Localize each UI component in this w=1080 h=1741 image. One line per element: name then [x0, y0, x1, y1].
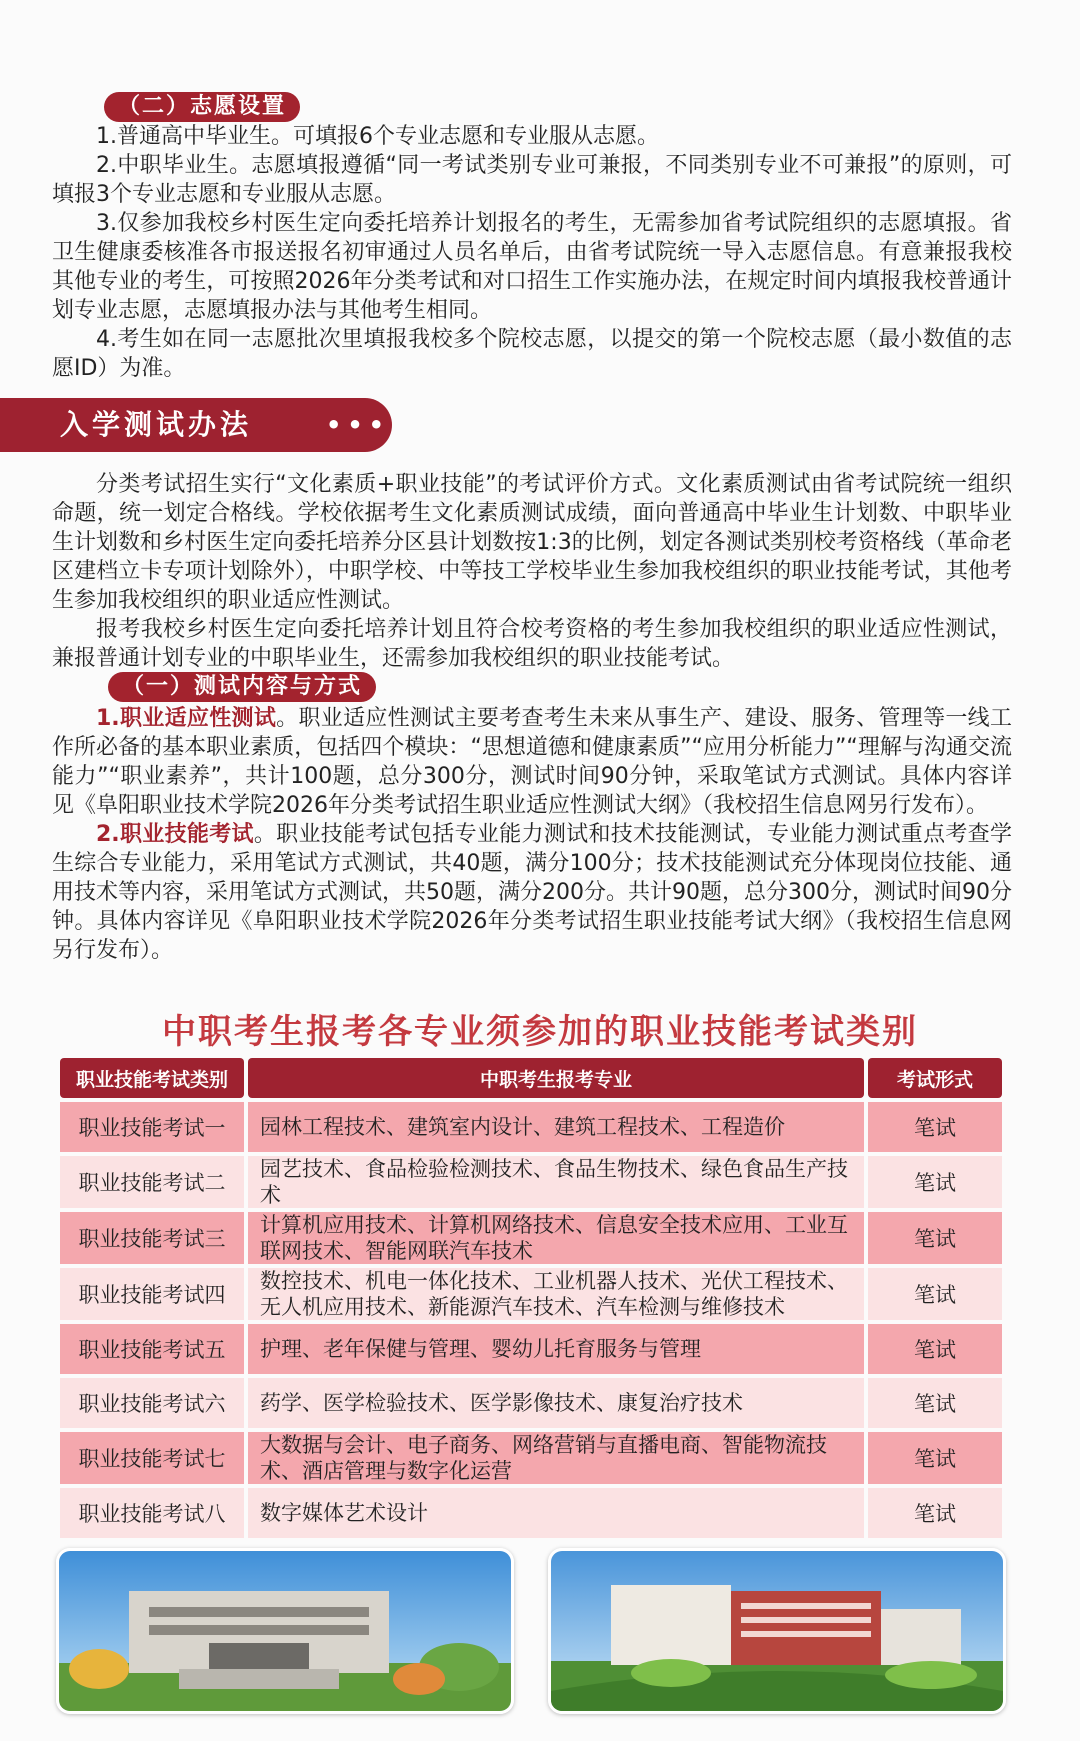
campus-photo-left [56, 1548, 514, 1714]
volunteer-item-3: 3.仅参加我校乡村医生定向委托培养计划报名的考生，无需参加省考试院组织的志愿填报。省卫生健康委核准各市报送报名初审通过人员名单后，由省考试院统一导入志愿信息。有意兼报我校其他专业的考生，可按照2026年分类考试和对口招生工作实施办法，在规定时间内填报我校普通计划专业志愿，志愿填报办法与其他考生相同。 [52, 211, 1012, 323]
test-item-2-text: 。职业技能考试包括专业能力测试和技术技能测试，专业能力测试重点考查学生综合专业能力，采用笔试方式测试，共40题，满分100分；技术技能测试充分体现岗位技能、通用技术等内容，采用笔试方式测试，共50题，满分200分。共计90题，总分300分，测试时间90分钟。具体内容详见《阜阳职业技术学院2026年分类考试招生职业技能考试大纲》（我校招生信息网另行发布）。 [52, 822, 1012, 963]
table-row [60, 1432, 1002, 1484]
volunteer-item-1: 1.普通高中毕业生。可填报6个专业志愿和专业服从志愿。 [96, 124, 659, 149]
table-row [60, 1156, 1002, 1208]
section-tag-volunteer: （二）志愿设置 [104, 92, 300, 122]
row-form: 笔试 [868, 1268, 1002, 1320]
row-category: 职业技能考试二 [60, 1156, 244, 1208]
row-major: 计算机应用技术、计算机网络技术、信息安全技术应用、工业互联网技术、智能网联汽车技术 [248, 1212, 864, 1264]
row-major: 数控技术、机电一体化技术、工业机器人技术、光伏工程技术、无人机应用技术、新能源汽车技术、汽车检测与维修技术 [248, 1268, 864, 1320]
banner-title: 入学测试办法 [60, 408, 253, 441]
row-major: 园艺技术、食品检验检测技术、食品生物技术、绿色食品生产技术 [248, 1156, 864, 1208]
row-form: 笔试 [868, 1212, 1002, 1264]
test-content-paragraphs [52, 704, 1012, 965]
row-form: 笔试 [868, 1378, 1002, 1428]
row-form: 笔试 [868, 1324, 1002, 1374]
test-item-1 [52, 704, 1012, 820]
test-item-2-lead: 2.职业技能考试 [96, 822, 254, 847]
row-major: 数字媒体艺术设计 [248, 1488, 864, 1538]
exam-category-table [56, 1054, 1006, 1542]
row-category: 职业技能考试五 [60, 1324, 244, 1374]
row-major: 药学、医学检验技术、医学影像技术、康复治疗技术 [248, 1378, 864, 1428]
row-form: 笔试 [868, 1102, 1002, 1152]
table-title: 中职考生报考各专业须参加的职业技能考试类别 [162, 1012, 918, 1052]
row-category: 职业技能考试六 [60, 1378, 244, 1428]
section-banner [0, 398, 392, 452]
row-form: 笔试 [868, 1432, 1002, 1484]
table-row [60, 1488, 1002, 1538]
row-category: 职业技能考试八 [60, 1488, 244, 1538]
row-category: 职业技能考试七 [60, 1432, 244, 1484]
table-row [60, 1324, 1002, 1374]
building-illustration-left [59, 1551, 511, 1711]
section-tag-test-content: （一）测试内容与方式 [108, 672, 376, 702]
intro-paragraph-1: 分类考试招生实行“文化素质+职业技能”的考试评价方式。文化素质测试由省考试院统一组织命题，统一划定合格线。学校依据考生文化素质测试成绩，面向普通高中毕业生计划数、中职毕业生计划数和乡村医生定向委托培养分区县计划数按1:3的比例，划定各测试类别校考资格线（革命老区建档立卡专项计划除外），中职学校、中等技工学校毕业生参加我校组织的职业技能考试，其他考生参加我校组织的职业适应性测试。 [52, 472, 1012, 613]
row-category: 职业技能考试三 [60, 1212, 244, 1264]
row-form: 笔试 [868, 1156, 1002, 1208]
intro-paragraph-2: 报考我校乡村医生定向委托培养计划且符合校考资格的考生参加我校组织的职业适应性测试，兼报普通计划专业的中职毕业生，还需参加我校组织的职业技能考试。 [52, 617, 1012, 671]
building-illustration-right [551, 1551, 1003, 1711]
table-row [60, 1212, 1002, 1264]
banner-dots: ••• [326, 411, 391, 439]
row-category: 职业技能考试四 [60, 1268, 244, 1320]
intro-paragraphs [52, 470, 1012, 673]
header-form: 考试形式 [868, 1058, 1002, 1098]
campus-photo-right [548, 1548, 1006, 1714]
header-major: 中职考生报考专业 [248, 1058, 864, 1098]
row-form: 笔试 [868, 1488, 1002, 1538]
volunteer-paragraphs [52, 122, 1012, 383]
volunteer-item-2: 2.中职毕业生。志愿填报遵循“同一考试类别专业可兼报，不同类别专业不可兼报”的原则，可填报3个专业志愿和专业服从志愿。 [52, 153, 1012, 207]
table-row [60, 1378, 1002, 1428]
header-category: 职业技能考试类别 [60, 1058, 244, 1098]
row-major: 大数据与会计、电子商务、网络营销与直播电商、智能物流技术、酒店管理与数字化运营 [248, 1432, 864, 1484]
row-major: 园林工程技术、建筑室内设计、建筑工程技术、工程造价 [248, 1102, 864, 1152]
table-row [60, 1102, 1002, 1152]
table-header-row [60, 1058, 1002, 1098]
volunteer-item-4: 4.考生如在同一志愿批次里填报我校多个院校志愿，以提交的第一个院校志愿（最小数值的志愿ID）为准。 [52, 327, 1012, 381]
test-item-2 [52, 820, 1012, 965]
test-item-1-lead: 1.职业适应性测试 [96, 706, 277, 731]
table-row [60, 1268, 1002, 1320]
row-major: 护理、老年保健与管理、婴幼儿托育服务与管理 [248, 1324, 864, 1374]
test-item-1-text: 。职业适应性测试主要考查考生未来从事生产、建设、服务、管理等一线工作所必备的基本职业素质，包括四个模块：“思想道德和健康素质”“应用分析能力”“理解与沟通交流能力”“职业素养”，共计100题，总分300分，测试时间90分钟，采取笔试方式测试。具体内容详见《阜阳职业技术学院2026年分类考试招生职业适应性测试大纲》（我校招生信息网另行发布）。 [52, 706, 1012, 818]
row-category: 职业技能考试一 [60, 1102, 244, 1152]
